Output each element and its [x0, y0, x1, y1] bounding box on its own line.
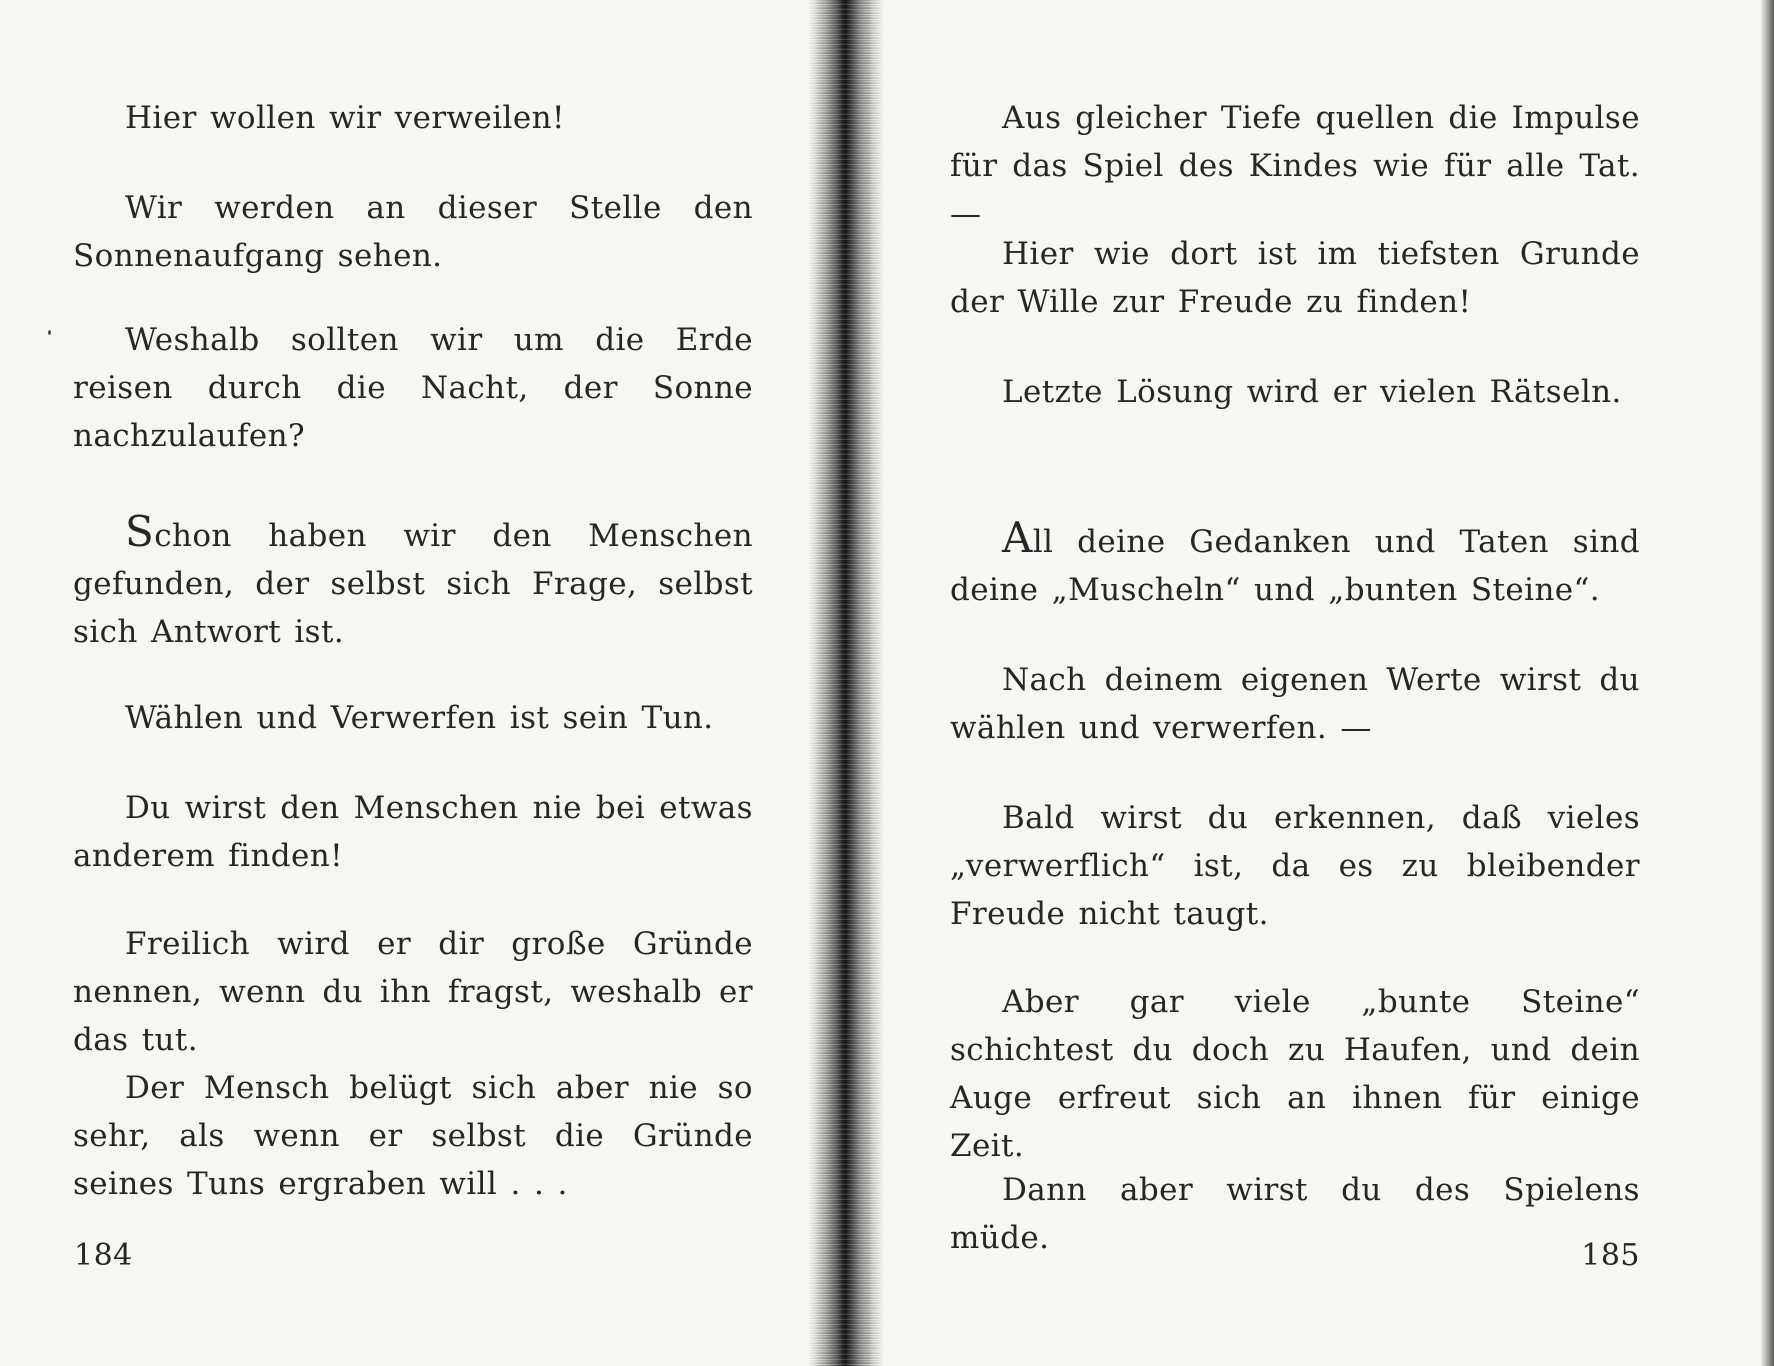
- left-paragraph-2: Wir werden an dieser Stelle den Sonnenaufgang sehen.: [73, 190, 753, 274]
- page-number-right: 185: [1581, 1238, 1640, 1273]
- right-paragraph-4-initial: A: [1002, 513, 1033, 562]
- left-paragraph-3: Weshalb sollten wir um die Erde reisen durch die Nacht, der Sonne nachzulaufen?: [73, 322, 753, 454]
- right-page: [884, 0, 1774, 1366]
- left-paragraph-5: Wählen und Verwerfen ist sein Tun.: [125, 700, 714, 736]
- left-paragraph-7: Freilich wird er dir große Gründe nennen, wenn du ihn fragst, weshalb er das tut.: [73, 926, 753, 1058]
- print-speck: [48, 330, 51, 335]
- right-paragraph-1: Aus gleicher Tiefe quellen die Impulse für das Spiel des Kindes wie für alle Tat. —: [950, 100, 1640, 232]
- right-paragraph-4: [950, 514, 1640, 614]
- right-paragraph-2: Hier wie dort ist im tiefsten Grunde der Wille zur Freude zu finden!: [950, 236, 1640, 320]
- right-paragraph-3: Letzte Lösung wird er vielen Rätseln.: [1002, 374, 1622, 410]
- left-paragraph-4: [73, 508, 753, 656]
- left-paragraph-4-text: chon haben wir den Menschen gefunden, der selbst sich Frage, selbst sich Antwort ist.: [73, 518, 753, 650]
- left-page: [0, 0, 812, 1366]
- book-gutter: [808, 0, 884, 1366]
- right-paragraph-4-text: ll deine Gedanken und Taten sind deine „Muscheln“ und „bunten Steine“.: [950, 524, 1640, 608]
- page-number-left: 184: [74, 1238, 133, 1273]
- right-paragraph-6: Bald wirst du erkennen, daß vieles „verwerflich“ ist, da es zu bleibender Freude nicht taugt.: [950, 800, 1640, 932]
- left-paragraph-1: Hier wollen wir verweilen!: [125, 100, 565, 136]
- left-paragraph-8: Der Mensch belügt sich aber nie so sehr, als wenn er selbst die Gründe seines Tuns ergraben will . . .: [73, 1070, 753, 1202]
- right-paragraph-5: Nach deinem eigenen Werte wirst du wählen und verwerfen. —: [950, 662, 1640, 746]
- right-paragraph-7: Aber gar viele „bunte Steine“ schichtest du doch zu Haufen, und dein Auge erfreut sich an ihnen für einige Zeit.: [950, 984, 1640, 1164]
- right-paragraph-8: Dann aber wirst du des Spielens müde.: [950, 1172, 1640, 1256]
- left-paragraph-4-initial: S: [125, 507, 155, 556]
- right-page-edge: [1760, 0, 1774, 1366]
- left-paragraph-6: Du wirst den Menschen nie bei etwas anderem finden!: [73, 790, 753, 874]
